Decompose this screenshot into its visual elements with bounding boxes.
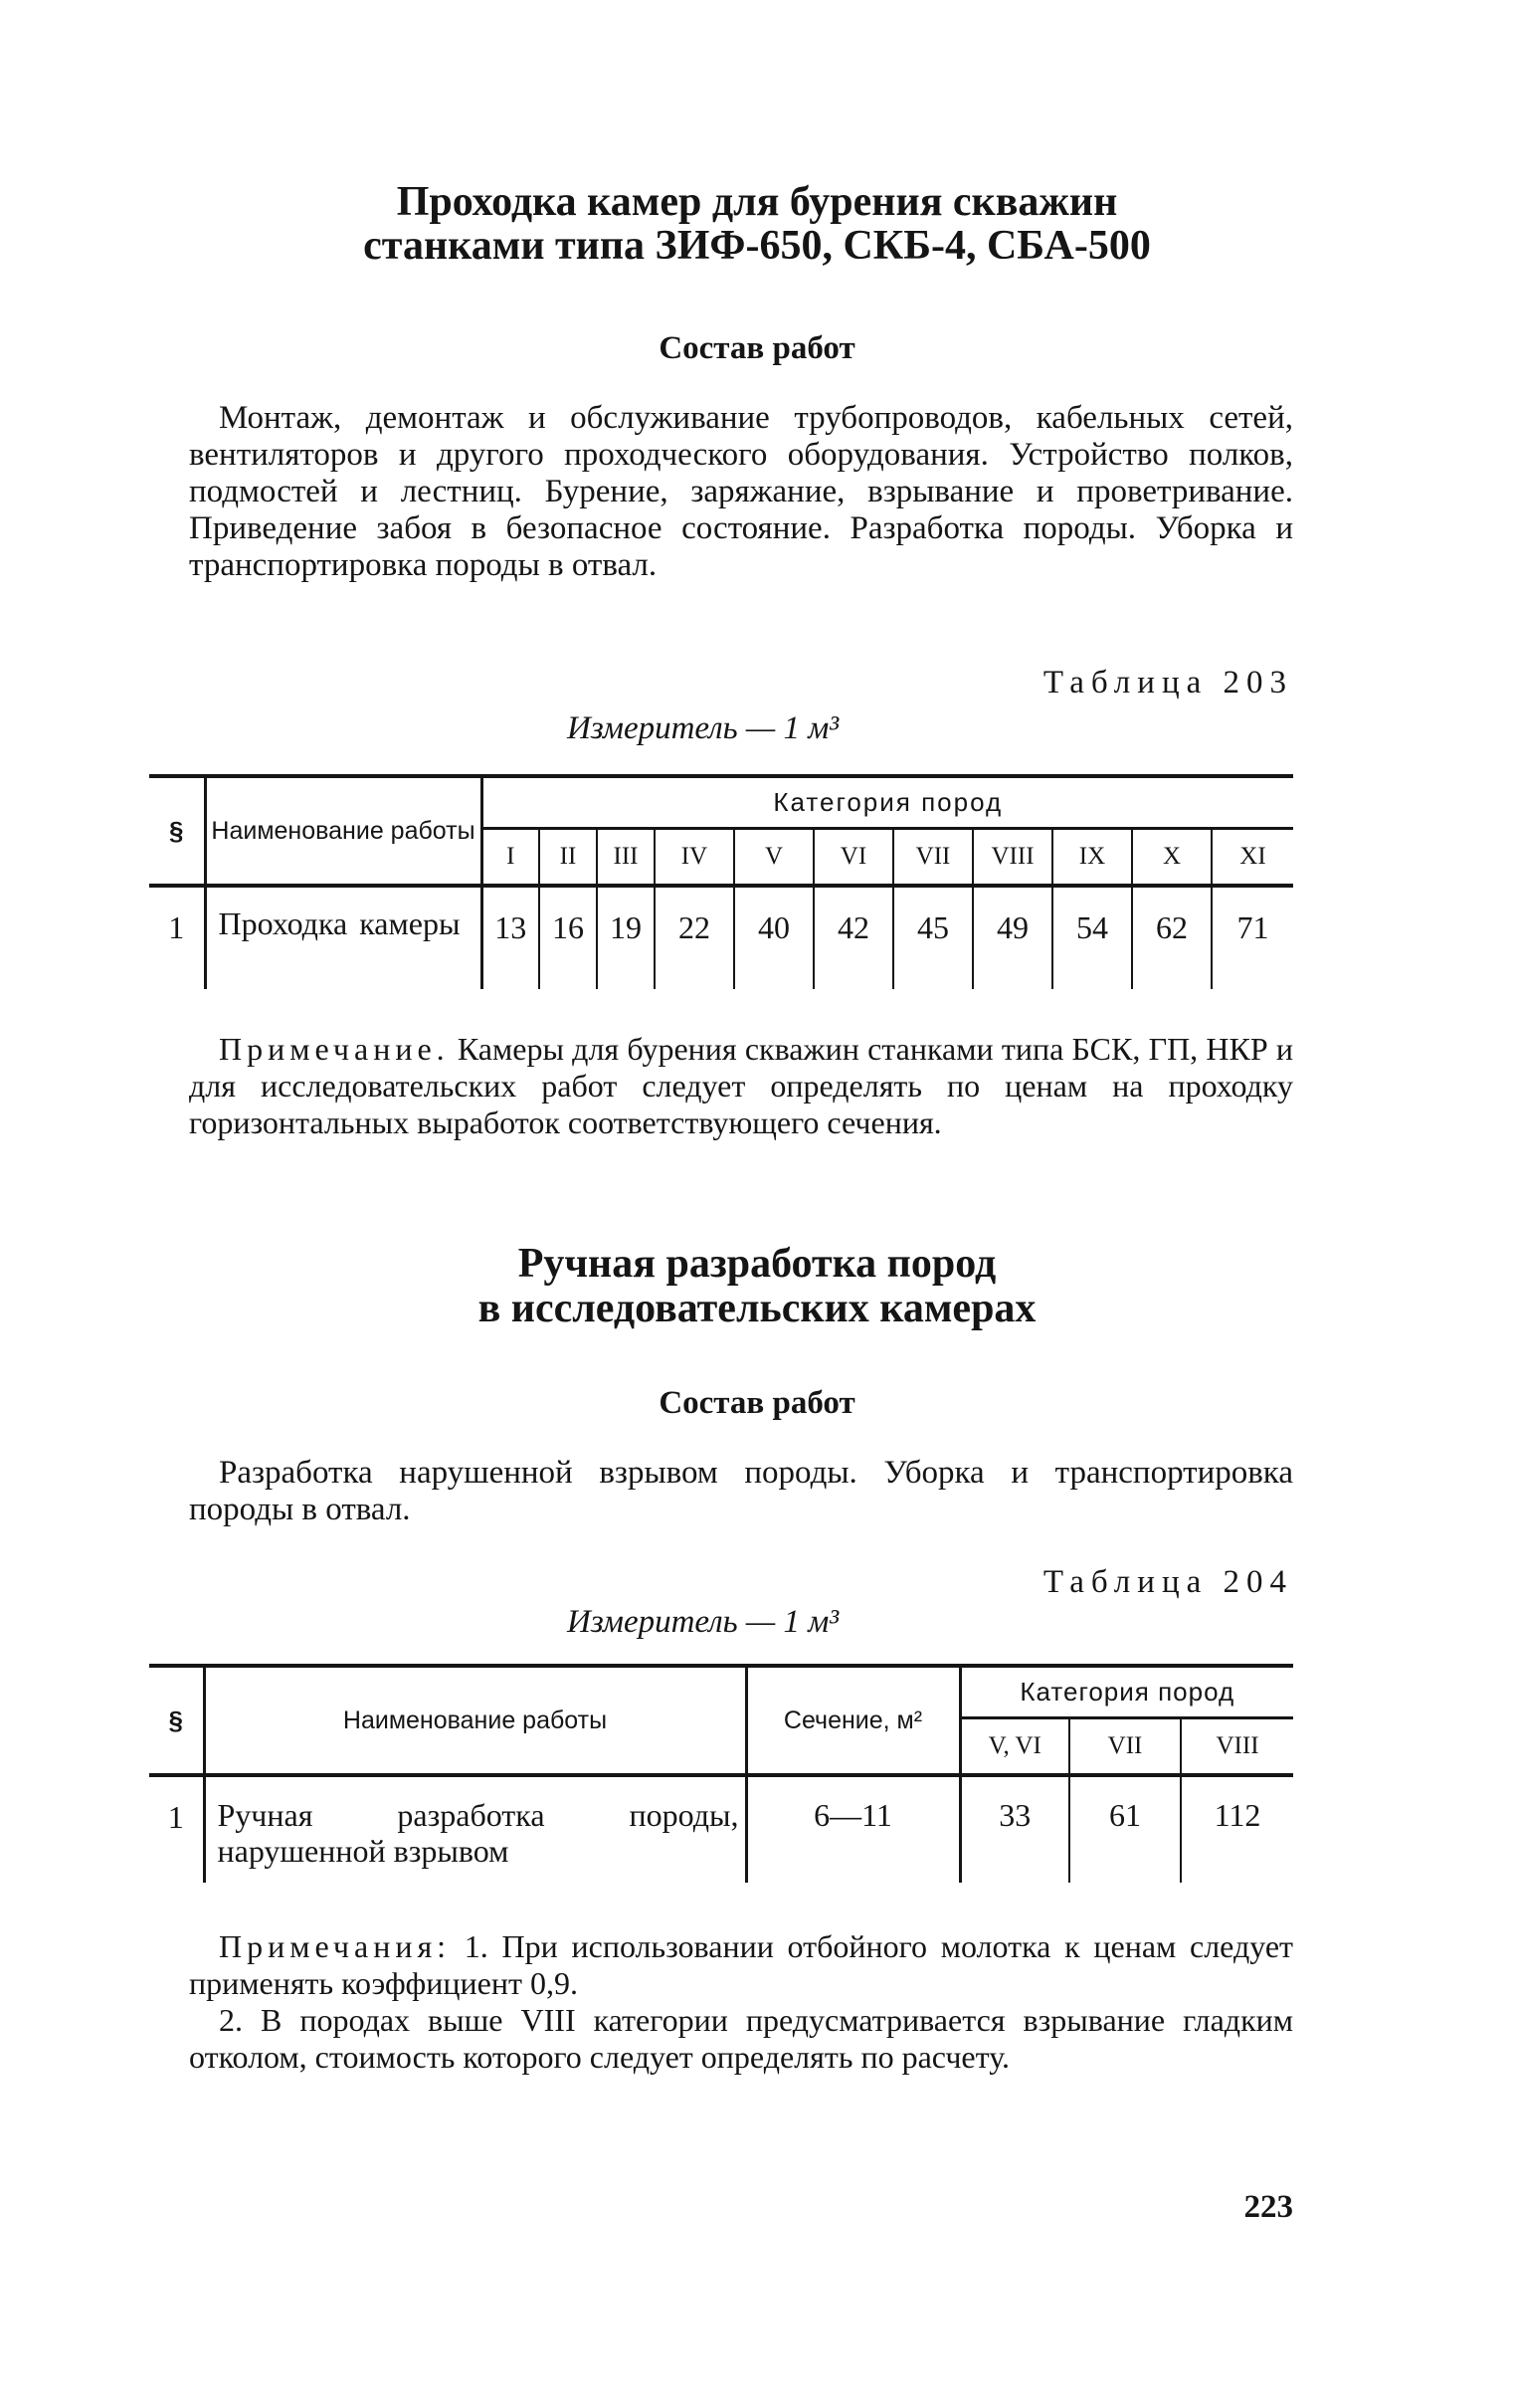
table-203-value: 19: [597, 886, 655, 989]
table-203-label: Таблица 203: [1042, 665, 1293, 701]
table-203-value: 42: [814, 886, 893, 989]
table-203-cat: VI: [814, 828, 893, 886]
table-203-value: 71: [1236, 909, 1269, 945]
section1-note-text: Камеры для бурения скважин станками типа БСК, ГП, НКР и для исследовательских работ следует определять по ценам на проходку горизонтальных выработок соответствующего сечения.: [189, 1031, 1294, 1140]
table-204-row-num: 1: [149, 1775, 204, 1883]
section1-note-label: Примечание.: [219, 1031, 450, 1067]
table-204-row-name: Ручная разработка породы, нарушенной взрывом: [204, 1775, 746, 1883]
section2-title-line2: в исследовательских камерах: [477, 1286, 1037, 1331]
table-204-cat: V, VI: [960, 1717, 1069, 1775]
table-203-value: 54: [1052, 886, 1132, 989]
table-204-header-name: Наименование работы: [204, 1666, 746, 1775]
table-203-cat: V: [734, 828, 814, 886]
table-row: [149, 1775, 1293, 1883]
section2-note2: 2. В породах выше VIII категории предусматривается взрывание гладким отколом, стоимость которого следует определять по расчету.: [189, 2002, 1293, 2075]
section2-title-line1: Ручная разработка пород: [517, 1241, 997, 1287]
table-203-cat: III: [597, 828, 655, 886]
table-203-value: 16: [539, 886, 597, 989]
table-row: [149, 886, 1293, 989]
table-203-value: 13: [481, 886, 539, 989]
section2-note1-text: 1. При использовании отбойного молотка к ценам следует применять коэффициент 0,9.: [189, 1928, 1294, 2001]
table-203-cat: VII: [893, 828, 973, 886]
section1-composition-text: Монтаж, демонтаж и обслуживание трубопроводов, кабельных сетей, вентиляторов и другого проходческого оборудования. Устройство полков, подмостей и лестниц. Бурение, заряжание, взрывание и проветривание. Приведение забоя в безопасное состояние. Разработка породы. Уборка и транспортировка породы в отвал.: [189, 400, 1293, 583]
table-204-value: 61: [1069, 1775, 1181, 1883]
section2-composition-heading: Состав работ: [659, 1385, 855, 1421]
table-203-cat: IV: [655, 828, 734, 886]
table-203-value: 49: [973, 886, 1052, 989]
table-204-cat: VIII: [1181, 1717, 1293, 1775]
table-204-value: 33: [960, 1775, 1069, 1883]
section1-title-line2: станками типа ЗИФ-650, СКБ-4, СБА-500: [363, 223, 1151, 269]
table-203-value: 62: [1132, 886, 1212, 989]
section2-note1: [189, 1928, 1293, 2002]
table-204: [149, 1664, 1293, 1883]
table-204-header-category: Категория пород: [960, 1666, 1293, 1717]
table-203-value: 45: [893, 886, 973, 989]
table-203-cat: X: [1132, 828, 1212, 886]
table-203-row-name: Проходка камеры: [205, 886, 481, 989]
table-203-cat: VIII: [973, 828, 1052, 886]
page-number: 223: [1243, 2189, 1293, 2225]
section1-composition-heading: Состав работ: [659, 330, 855, 366]
table-203-value: 40: [734, 886, 814, 989]
table-203-cat: XI: [1212, 828, 1293, 886]
table-203: [149, 774, 1293, 989]
table-203-meter: Измеритель — 1 м³: [567, 710, 840, 746]
table-203-cat: II: [539, 828, 597, 886]
table-203-header-category: Категория пород: [481, 776, 1293, 828]
table-204-row-area: 6—11: [746, 1775, 960, 1883]
table-204-header-area: Сечение, м²: [746, 1666, 960, 1775]
table-204-meter: Измеритель — 1 м³: [567, 1604, 840, 1640]
table-204-value: 112: [1214, 1797, 1261, 1833]
table-203-cat: IX: [1052, 828, 1132, 886]
table-203-value: 22: [655, 886, 734, 989]
table-204-cat: VII: [1069, 1717, 1181, 1775]
section1-title-line1: Проходка камер для бурения скважин: [396, 179, 1118, 225]
section1-note: [189, 1031, 1293, 1141]
table-203-row-num: 1: [149, 886, 205, 989]
table-203-header-name: Наименование работы: [205, 776, 481, 886]
table-204-header-section: §: [149, 1666, 204, 1775]
section2-notes-label: Примечания:: [219, 1928, 452, 1964]
table-203-cat: I: [481, 828, 539, 886]
section2-composition-text: Разработка нарушенной взрывом породы. Уборка и транспортировка породы в отвал.: [189, 1455, 1293, 1527]
table-203-header-section: §: [149, 776, 205, 886]
table-204-label: Таблица 204: [1042, 1564, 1293, 1600]
